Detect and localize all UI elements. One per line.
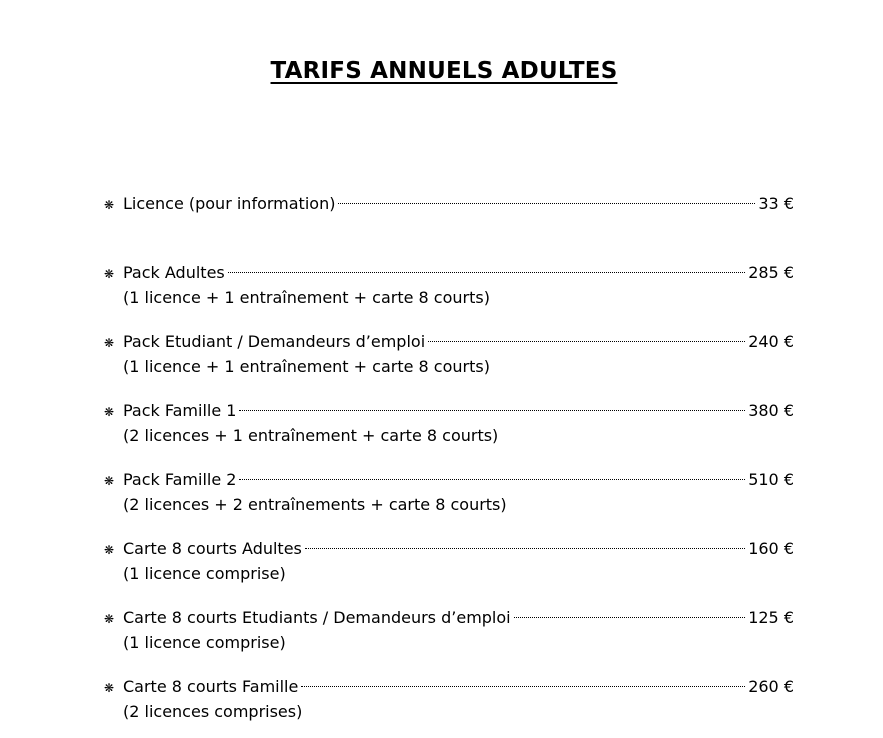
tariff-line (104, 600, 794, 631)
tariff-line (104, 255, 794, 286)
tariff-label: Carte 8 courts Adultes (123, 539, 302, 558)
asterisk-bullet-icon: ❋ (104, 336, 115, 350)
tariff-line (104, 669, 794, 700)
asterisk-bullet-icon: ❋ (104, 543, 115, 557)
tariff-label: Carte 8 courts Etudiants / Demandeurs d’emploi (123, 608, 511, 627)
asterisk-bullet-icon: ❋ (104, 198, 115, 212)
tariff-detail: (2 licences + 2 entraînements + carte 8 courts) (123, 495, 507, 514)
dot-leader (301, 669, 745, 692)
list-item (104, 669, 794, 738)
asterisk-bullet-icon: ❋ (104, 612, 115, 626)
list-item (104, 255, 794, 324)
tariff-line (104, 393, 794, 424)
list-item (104, 186, 794, 255)
tariff-line (104, 324, 794, 355)
dot-leader (428, 324, 745, 347)
list-item (104, 462, 794, 531)
tariff-detail: (2 licences + 1 entraînement + carte 8 courts) (123, 426, 499, 445)
tariff-price: 33 € (758, 194, 794, 213)
tariff-label: Pack Famille 1 (123, 401, 237, 420)
tariff-line (104, 531, 794, 562)
dot-leader (228, 255, 745, 278)
tariff-price: 285 € (748, 263, 794, 282)
list-item (104, 393, 794, 462)
tariff-detail: (1 licence + 1 entraînement + carte 8 courts) (123, 288, 490, 307)
asterisk-bullet-icon: ❋ (104, 405, 115, 419)
list-item (104, 600, 794, 669)
dot-leader (239, 393, 745, 416)
tariff-label: Carte 8 courts Famille (123, 677, 299, 696)
tariff-price: 125 € (748, 608, 794, 627)
tariff-label: Licence (pour information) (123, 194, 336, 213)
tariff-label: Pack Famille 2 (123, 470, 237, 489)
list-item (104, 531, 794, 600)
asterisk-bullet-icon: ❋ (104, 681, 115, 695)
dot-leader (239, 462, 745, 485)
tariff-price: 160 € (748, 539, 794, 558)
tariff-detail: (1 licence + 1 entraînement + carte 8 courts) (123, 357, 490, 376)
tariff-detail: (2 licences comprises) (123, 702, 303, 721)
list-item (104, 324, 794, 393)
tariff-detail: (1 licence comprise) (123, 633, 286, 652)
asterisk-bullet-icon: ❋ (104, 474, 115, 488)
tariff-list (104, 186, 794, 738)
tariff-label: Pack Etudiant / Demandeurs d’emploi (123, 332, 426, 351)
tariff-line (104, 462, 794, 493)
tariff-price: 380 € (748, 401, 794, 420)
page-title: TARIFS ANNUELS ADULTES (270, 58, 618, 84)
tariff-price: 510 € (748, 470, 794, 489)
dot-leader (305, 531, 745, 554)
tariff-detail: (1 licence comprise) (123, 564, 286, 583)
tariff-line (104, 186, 794, 217)
asterisk-bullet-icon: ❋ (104, 267, 115, 281)
dot-leader (514, 600, 746, 623)
dot-leader (338, 186, 755, 209)
tariff-label: Pack Adultes (123, 263, 225, 282)
tariff-price: 240 € (748, 332, 794, 351)
tariff-price: 260 € (748, 677, 794, 696)
